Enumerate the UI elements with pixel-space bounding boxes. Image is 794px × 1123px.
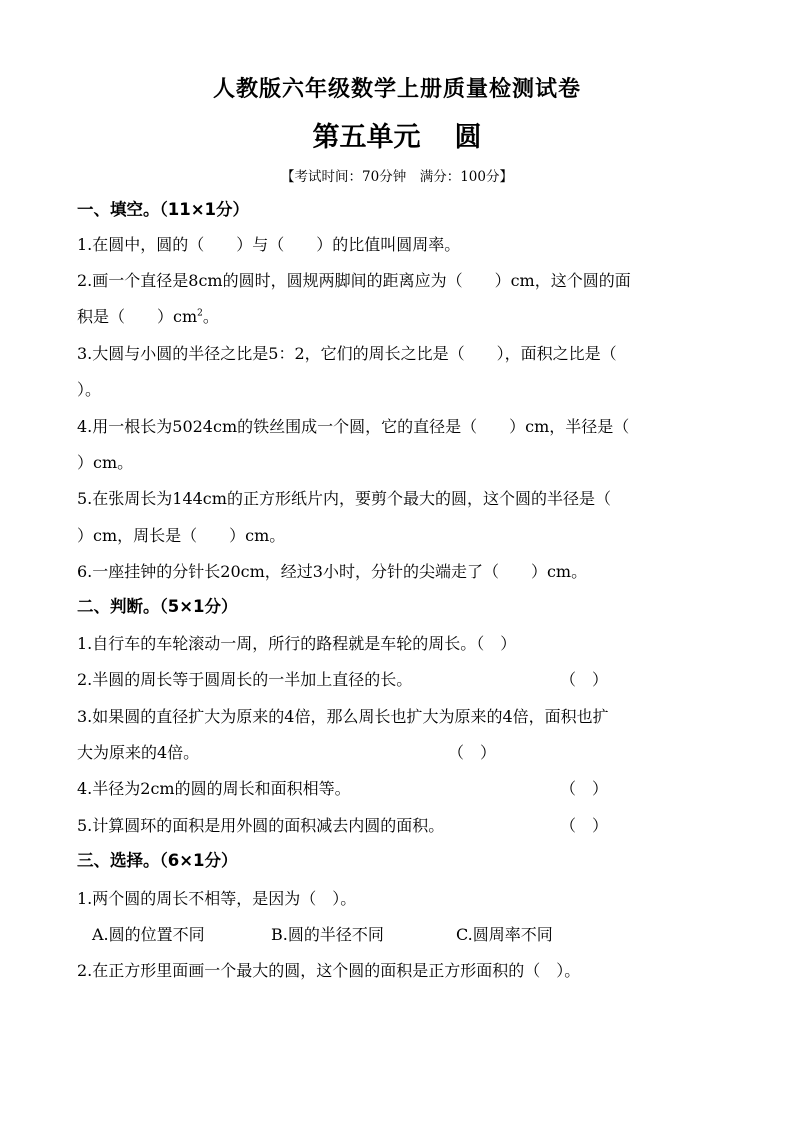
- tf-answer-blank-5: （ ）: [560, 816, 609, 835]
- fill-question-3-line-1: 3.大圆与小圆的半径之比是5：2，它们的周长之比是（ ），面积之比是（: [77, 344, 617, 363]
- fill-question-2-text: 积是（ ）cm: [77, 307, 198, 326]
- exam-info: 【考试时间：70分钟 满分：100分】: [281, 169, 513, 185]
- mc-question-1-option-c: C.圆周率不同: [456, 925, 553, 944]
- mc-question-2: 2.在正方形里面画一个最大的圆，这个圆的面积是正方形面积的（ ）。: [77, 961, 581, 980]
- unit-label: 第五单元: [312, 122, 421, 153]
- fill-question-4-line-1: 4.用一根长为5024cm的铁丝围成一个圆，它的直径是（ ）cm，半径是（: [77, 417, 630, 436]
- section-heading-true-false: 二、判断。（5×1分）: [77, 597, 238, 616]
- tf-question-5: 5.计算圆环的面积是用外圆的面积减去内圆的面积。: [77, 816, 445, 835]
- mc-question-1-option-a: A.圆的位置不同: [92, 925, 205, 944]
- square-superscript: 2: [197, 308, 203, 319]
- fill-question-4-line-2: ）cm。: [77, 453, 134, 472]
- tf-answer-blank-4: （ ）: [560, 779, 609, 798]
- tf-answer-blank-2: （ ）: [560, 670, 609, 689]
- mc-question-1: 1.两个圆的周长不相等，是因为（ ）。: [77, 889, 357, 908]
- tf-question-2: 2.半圆的周长等于圆周长的一半加上直径的长。: [77, 670, 413, 689]
- fill-question-5-line-1: 5.在张周长为144cm的正方形纸片内，要剪个最大的圆，这个圆的半径是（: [77, 489, 611, 508]
- tf-question-1: 1.自行车的车轮滚动一周，所行的路程就是车轮的周长。（ ）: [77, 634, 517, 653]
- unit-topic: 圆: [454, 122, 482, 153]
- tf-answer-blank-3: （ ）: [448, 743, 497, 762]
- exam-title: 人教版六年级数学上册质量检测试卷: [212, 77, 581, 102]
- fill-question-3-line-2: ）。: [77, 380, 102, 399]
- tf-question-3-line-1: 3.如果圆的直径扩大为原来的4倍，那么周长也扩大为原来的4倍，面积也扩: [77, 707, 609, 726]
- fill-question-2-line-1: 2.画一个直径是8cm的圆时，圆规两脚间的距离应为（ ）cm，这个圆的面: [77, 271, 631, 290]
- fill-question-2-line-2: [77, 307, 219, 327]
- fill-question-6: 6.一座挂钟的分针长20cm，经过3小时，分针的尖端走了（ ）cm。: [77, 562, 588, 581]
- tf-question-4: 4.半径为2cm的圆的周长和面积相等。: [77, 779, 351, 798]
- fill-question-2-end: 。: [202, 307, 219, 326]
- fill-question-1: 1.在圆中，圆的（ ）与（ ）的比值叫圆周率。: [77, 235, 461, 254]
- section-heading-multiple-choice: 三、选择。（6×1分）: [77, 851, 238, 870]
- unit-title: [0, 115, 794, 154]
- section-heading-fill-in: 一、填空。（11×1分）: [77, 200, 250, 219]
- tf-question-3-line-2: 大为原来的4倍。: [77, 743, 200, 762]
- mc-question-1-option-b: B.圆的半径不同: [271, 925, 384, 944]
- fill-question-5-line-2: ）cm，周长是（ ）cm。: [77, 526, 286, 545]
